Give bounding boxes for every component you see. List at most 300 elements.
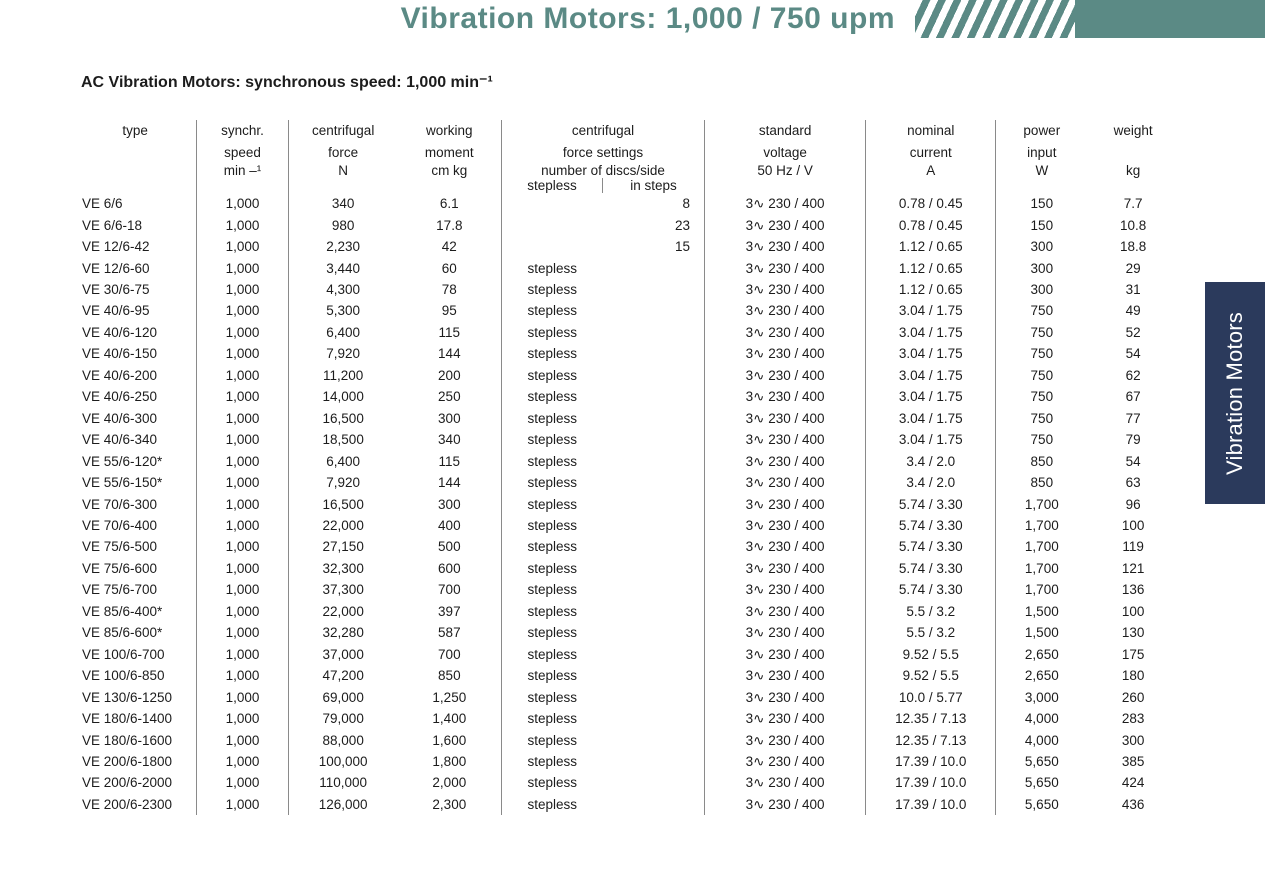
table-row bbox=[74, 730, 1179, 751]
col-header-power-input-line1: power bbox=[1023, 123, 1061, 138]
table-row bbox=[74, 794, 1179, 815]
sub-header-stepless: stepless bbox=[502, 178, 603, 193]
cell-weight: 260 bbox=[1121, 689, 1145, 705]
cell-power-input: 750 bbox=[996, 343, 1088, 364]
cell-nominal-current: 5.74 / 3.30 bbox=[866, 558, 996, 579]
cell-nominal-current: 3.4 / 2.0 bbox=[866, 451, 996, 472]
cell-working-moment: 115 bbox=[438, 453, 461, 469]
cell-nominal-current: 3.04 / 1.75 bbox=[866, 408, 996, 429]
cell-in-steps bbox=[603, 258, 705, 279]
cell-centrifugal-force: 22,000 bbox=[288, 515, 397, 536]
col-header-cf-settings-line2: force settings bbox=[562, 144, 644, 160]
table-row bbox=[74, 343, 1179, 364]
cell-centrifugal-force: 980 bbox=[288, 215, 397, 236]
table-row bbox=[74, 365, 1179, 386]
cell-nominal-current: 0.78 / 0.45 bbox=[866, 193, 996, 214]
cell-synchr-speed: 1,000 bbox=[197, 708, 289, 729]
cell-power-input: 750 bbox=[996, 408, 1088, 429]
cell-power-input: 150 bbox=[996, 215, 1088, 236]
cell-in-steps bbox=[603, 408, 705, 429]
cell-working-moment: 1,400 bbox=[432, 711, 467, 727]
table-row bbox=[74, 494, 1179, 515]
cell-stepless: stepless bbox=[502, 258, 603, 279]
sub-empty-weight bbox=[1087, 178, 1179, 193]
cell-weight: 54 bbox=[1125, 346, 1141, 362]
col-header-centrifugal-force-line2: force bbox=[328, 144, 359, 160]
cell-power-input: 4,000 bbox=[996, 708, 1088, 729]
cell-working-moment: 1,250 bbox=[432, 689, 467, 705]
cell-weight: 436 bbox=[1121, 796, 1145, 812]
cell-nominal-current: 12.35 / 7.13 bbox=[866, 730, 996, 751]
cell-standard-voltage: 3∿ 230 / 400 bbox=[704, 193, 865, 214]
cell-weight: 77 bbox=[1125, 410, 1141, 426]
cell-standard-voltage: 3∿ 230 / 400 bbox=[704, 408, 865, 429]
cell-working-moment: 115 bbox=[438, 324, 461, 340]
cell-power-input: 1,700 bbox=[996, 515, 1088, 536]
cell-working-moment: 200 bbox=[438, 367, 461, 383]
cell-nominal-current: 5.5 / 3.2 bbox=[866, 601, 996, 622]
cell-stepless: stepless bbox=[502, 601, 603, 622]
cell-stepless: stepless bbox=[502, 343, 603, 364]
cell-weight: 175 bbox=[1121, 646, 1145, 662]
cell-synchr-speed: 1,000 bbox=[197, 558, 289, 579]
unit-working-moment: cm kg bbox=[431, 163, 468, 179]
cell-type: VE 30/6-75 bbox=[82, 282, 150, 297]
cell-power-input: 1,700 bbox=[996, 579, 1088, 600]
cell-stepless: stepless bbox=[502, 794, 603, 815]
cell-weight: 100 bbox=[1121, 603, 1145, 619]
cell-in-steps: 15 bbox=[674, 239, 690, 255]
cell-weight: 52 bbox=[1125, 324, 1141, 340]
cell-standard-voltage: 3∿ 230 / 400 bbox=[704, 794, 865, 815]
table-row bbox=[74, 279, 1179, 300]
cell-synchr-speed: 1,000 bbox=[197, 343, 289, 364]
col-header-centrifugal-force-settings bbox=[502, 120, 705, 163]
cell-stepless: stepless bbox=[502, 494, 603, 515]
table-row bbox=[74, 751, 1179, 772]
diagonal-stripes-icon bbox=[915, 0, 1075, 38]
sub-empty-current bbox=[866, 178, 996, 193]
col-header-working-moment-line2: moment bbox=[424, 144, 474, 160]
cell-standard-voltage: 3∿ 230 / 400 bbox=[704, 687, 865, 708]
sub-empty-speed bbox=[197, 178, 289, 193]
cell-type: VE 75/6-600 bbox=[82, 560, 158, 576]
cell-nominal-current: 5.74 / 3.30 bbox=[866, 536, 996, 557]
section-subtitle: AC Vibration Motors: synchronous speed: 1,000 min⁻¹ bbox=[81, 74, 493, 91]
cell-working-moment: 144 bbox=[438, 346, 461, 362]
cell-nominal-current: 10.0 / 5.77 bbox=[866, 687, 996, 708]
cell-power-input: 4,000 bbox=[996, 730, 1088, 751]
cell-in-steps bbox=[603, 300, 705, 321]
cell-synchr-speed: 1,000 bbox=[197, 687, 289, 708]
table-row bbox=[74, 644, 1179, 665]
cell-type: VE 40/6-120 bbox=[82, 324, 158, 340]
cell-working-moment: 144 bbox=[438, 475, 461, 491]
table-row bbox=[74, 258, 1179, 279]
cell-centrifugal-force: 79,000 bbox=[288, 708, 397, 729]
cell-in-steps bbox=[603, 451, 705, 472]
col-header-cf-settings-line1: centrifugal bbox=[571, 123, 635, 138]
cell-power-input: 750 bbox=[996, 429, 1088, 450]
col-header-nominal-current-line2: current bbox=[909, 144, 952, 160]
cell-in-steps bbox=[603, 429, 705, 450]
cell-centrifugal-force: 69,000 bbox=[288, 687, 397, 708]
cell-working-moment: 60 bbox=[441, 260, 457, 276]
cell-power-input: 750 bbox=[996, 322, 1088, 343]
cell-weight: 96 bbox=[1125, 496, 1141, 512]
cell-type: VE 180/6-1400 bbox=[82, 711, 173, 727]
cell-standard-voltage: 3∿ 230 / 400 bbox=[704, 494, 865, 515]
unit-centrifugal-force: N bbox=[288, 163, 397, 178]
cell-centrifugal-force: 340 bbox=[288, 193, 397, 214]
page-header bbox=[0, 0, 1265, 38]
cell-working-moment: 95 bbox=[441, 303, 457, 319]
cell-nominal-current: 1.12 / 0.65 bbox=[866, 236, 996, 257]
cell-weight: 10.8 bbox=[1120, 217, 1147, 233]
cell-standard-voltage: 3∿ 230 / 400 bbox=[704, 472, 865, 493]
cell-weight: 54 bbox=[1125, 453, 1141, 469]
cell-power-input: 2,650 bbox=[996, 644, 1088, 665]
col-header-centrifugal-force-line1: centrifugal bbox=[312, 123, 375, 138]
cell-nominal-current: 9.52 / 5.5 bbox=[866, 665, 996, 686]
cell-working-moment: 78 bbox=[441, 282, 457, 297]
cell-in-steps bbox=[603, 708, 705, 729]
cell-centrifugal-force: 18,500 bbox=[288, 429, 397, 450]
cell-power-input: 1,700 bbox=[996, 558, 1088, 579]
cell-power-input: 750 bbox=[996, 300, 1088, 321]
cell-stepless: stepless bbox=[502, 665, 603, 686]
cell-in-steps: 8 bbox=[682, 196, 690, 212]
cell-power-input: 5,650 bbox=[996, 751, 1088, 772]
cell-type: VE 180/6-1600 bbox=[82, 732, 173, 748]
cell-working-moment: 2,300 bbox=[432, 796, 467, 812]
cell-synchr-speed: 1,000 bbox=[197, 451, 289, 472]
cell-stepless bbox=[502, 236, 603, 257]
cell-synchr-speed: 1,000 bbox=[197, 429, 289, 450]
cell-power-input: 1,700 bbox=[996, 494, 1088, 515]
cell-in-steps bbox=[603, 772, 705, 793]
col-header-synchr-speed-line2: speed bbox=[224, 144, 261, 160]
table-row bbox=[74, 429, 1179, 450]
cell-standard-voltage: 3∿ 230 / 400 bbox=[704, 258, 865, 279]
cell-standard-voltage: 3∿ 230 / 400 bbox=[704, 365, 865, 386]
cell-centrifugal-force: 27,150 bbox=[288, 536, 397, 557]
cell-synchr-speed: 1,000 bbox=[197, 644, 289, 665]
cell-type: VE 75/6-500 bbox=[82, 539, 158, 555]
cell-weight: 119 bbox=[1122, 539, 1144, 555]
cell-stepless: stepless bbox=[502, 644, 603, 665]
cell-in-steps bbox=[603, 343, 705, 364]
cell-centrifugal-force: 7,920 bbox=[288, 472, 397, 493]
cell-centrifugal-force: 100,000 bbox=[288, 751, 397, 772]
cell-type: VE 70/6-300 bbox=[82, 496, 158, 512]
cell-in-steps bbox=[603, 386, 705, 407]
sub-empty-voltage bbox=[704, 178, 865, 193]
cell-working-moment: 850 bbox=[438, 668, 461, 684]
cell-standard-voltage: 3∿ 230 / 400 bbox=[704, 429, 865, 450]
cell-stepless bbox=[502, 215, 603, 236]
cell-synchr-speed: 1,000 bbox=[197, 365, 289, 386]
cell-in-steps bbox=[603, 279, 705, 300]
cell-in-steps bbox=[603, 601, 705, 622]
cell-type: VE 55/6-150* bbox=[82, 475, 163, 491]
cell-standard-voltage: 3∿ 230 / 400 bbox=[704, 236, 865, 257]
cell-centrifugal-force: 5,300 bbox=[288, 300, 397, 321]
col-header-weight bbox=[1087, 120, 1179, 163]
sub-header-in-steps: in steps bbox=[603, 178, 705, 193]
cell-working-moment: 300 bbox=[438, 410, 461, 426]
cell-centrifugal-force: 22,000 bbox=[288, 601, 397, 622]
table-row bbox=[74, 408, 1179, 429]
cell-in-steps bbox=[603, 687, 705, 708]
cell-weight: 100 bbox=[1121, 517, 1145, 533]
cell-in-steps bbox=[603, 322, 705, 343]
spec-table-container bbox=[74, 120, 1189, 815]
cell-nominal-current: 5.74 / 3.30 bbox=[866, 515, 996, 536]
cell-working-moment: 6.1 bbox=[439, 196, 459, 212]
cell-type: VE 40/6-200 bbox=[82, 367, 158, 383]
cell-weight: 7.7 bbox=[1123, 196, 1143, 212]
header-stripe-decoration bbox=[915, 0, 1265, 38]
cell-stepless: stepless bbox=[502, 429, 603, 450]
col-header-working-moment-line1: working bbox=[426, 123, 473, 138]
cell-weight: 63 bbox=[1125, 475, 1141, 491]
table-row bbox=[74, 386, 1179, 407]
cell-type: VE 100/6-700 bbox=[82, 646, 165, 662]
cell-synchr-speed: 1,000 bbox=[197, 193, 289, 214]
col-header-standard-voltage-line1: standard bbox=[758, 123, 812, 138]
table-header-row-sub bbox=[74, 178, 1179, 193]
cell-synchr-speed: 1,000 bbox=[197, 794, 289, 815]
section-tab-vibration-motors[interactable] bbox=[1205, 282, 1265, 504]
cell-type: VE 40/6-250 bbox=[82, 389, 158, 405]
sub-empty-type bbox=[74, 178, 197, 193]
cell-centrifugal-force: 11,200 bbox=[288, 365, 397, 386]
cell-nominal-current: 3.04 / 1.75 bbox=[866, 322, 996, 343]
cell-centrifugal-force: 16,500 bbox=[288, 408, 397, 429]
table-row bbox=[74, 772, 1179, 793]
cell-weight: 283 bbox=[1121, 711, 1145, 727]
cell-synchr-speed: 1,000 bbox=[197, 322, 289, 343]
cell-stepless: stepless bbox=[502, 386, 603, 407]
cell-nominal-current: 5.5 / 3.2 bbox=[866, 622, 996, 643]
cell-stepless: stepless bbox=[502, 730, 603, 751]
cell-in-steps bbox=[603, 536, 705, 557]
cell-centrifugal-force: 47,200 bbox=[288, 665, 397, 686]
cell-working-moment: 300 bbox=[438, 496, 461, 512]
cell-nominal-current: 1.12 / 0.65 bbox=[866, 258, 996, 279]
col-header-standard-voltage-line2: voltage bbox=[763, 144, 807, 160]
cell-stepless: stepless bbox=[502, 279, 603, 300]
cell-synchr-speed: 1,000 bbox=[197, 730, 289, 751]
cell-type: VE 12/6-60 bbox=[82, 260, 150, 276]
cell-power-input: 750 bbox=[996, 386, 1088, 407]
cell-standard-voltage: 3∿ 230 / 400 bbox=[704, 772, 865, 793]
cell-centrifugal-force: 126,000 bbox=[288, 794, 397, 815]
cell-weight: 130 bbox=[1121, 625, 1145, 641]
cell-type: VE 40/6-95 bbox=[82, 303, 150, 319]
cell-type: VE 55/6-120* bbox=[82, 453, 163, 469]
cell-synchr-speed: 1,000 bbox=[197, 515, 289, 536]
cell-in-steps bbox=[603, 622, 705, 643]
cell-standard-voltage: 3∿ 230 / 400 bbox=[704, 322, 865, 343]
sub-empty-moment bbox=[398, 178, 502, 193]
cell-working-moment: 1,800 bbox=[432, 753, 467, 769]
cell-synchr-speed: 1,000 bbox=[197, 236, 289, 257]
cell-synchr-speed: 1,000 bbox=[197, 494, 289, 515]
cell-type: VE 40/6-300 bbox=[82, 410, 158, 426]
table-header bbox=[74, 120, 1179, 193]
unit-synchr-speed: min –¹ bbox=[197, 163, 289, 178]
col-header-synchr-speed bbox=[197, 120, 289, 163]
cell-nominal-current: 1.12 / 0.65 bbox=[866, 279, 996, 300]
cell-weight: 79 bbox=[1125, 432, 1141, 448]
cell-working-moment: 250 bbox=[438, 389, 461, 405]
cell-centrifugal-force: 32,280 bbox=[288, 622, 397, 643]
table-row bbox=[74, 536, 1179, 557]
cell-centrifugal-force: 3,440 bbox=[288, 258, 397, 279]
cell-working-moment: 340 bbox=[438, 432, 461, 448]
cell-power-input: 3,000 bbox=[996, 687, 1088, 708]
cell-working-moment: 700 bbox=[438, 582, 461, 598]
cell-power-input: 850 bbox=[996, 472, 1088, 493]
cell-in-steps bbox=[603, 665, 705, 686]
cell-centrifugal-force: 110,000 bbox=[288, 772, 397, 793]
table-row bbox=[74, 601, 1179, 622]
sub-empty-power bbox=[996, 178, 1088, 193]
cell-working-moment: 587 bbox=[438, 625, 461, 641]
table-row bbox=[74, 215, 1179, 236]
unit-power-input: W bbox=[996, 163, 1088, 178]
cell-standard-voltage: 3∿ 230 / 400 bbox=[704, 300, 865, 321]
cell-standard-voltage: 3∿ 230 / 400 bbox=[704, 579, 865, 600]
cell-synchr-speed: 1,000 bbox=[197, 751, 289, 772]
cell-in-steps bbox=[603, 515, 705, 536]
cell-standard-voltage: 3∿ 230 / 400 bbox=[704, 601, 865, 622]
cell-synchr-speed: 1,000 bbox=[197, 279, 289, 300]
cell-stepless: stepless bbox=[502, 687, 603, 708]
cell-weight: 62 bbox=[1125, 367, 1141, 383]
page-title: Vibration Motors: 1,000 / 750 upm bbox=[400, 2, 895, 35]
cell-power-input: 5,650 bbox=[996, 772, 1088, 793]
cell-nominal-current: 3.04 / 1.75 bbox=[866, 429, 996, 450]
table-row bbox=[74, 708, 1179, 729]
cell-nominal-current: 3.04 / 1.75 bbox=[866, 365, 996, 386]
cell-centrifugal-force: 88,000 bbox=[288, 730, 397, 751]
cell-in-steps bbox=[603, 472, 705, 493]
cell-standard-voltage: 3∿ 230 / 400 bbox=[704, 215, 865, 236]
cell-stepless: stepless bbox=[502, 472, 603, 493]
cell-type: VE 85/6-600* bbox=[82, 625, 163, 641]
unit-weight: kg bbox=[1126, 163, 1141, 179]
cell-stepless: stepless bbox=[502, 536, 603, 557]
col-header-type-line1: type bbox=[122, 123, 148, 138]
cell-working-moment: 397 bbox=[438, 603, 461, 619]
cell-working-moment: 600 bbox=[438, 560, 461, 576]
cell-power-input: 300 bbox=[996, 236, 1088, 257]
cell-synchr-speed: 1,000 bbox=[197, 536, 289, 557]
col-header-power-input-line2: input bbox=[1027, 144, 1057, 160]
cell-synchr-speed: 1,000 bbox=[197, 408, 289, 429]
cell-working-moment: 17.8 bbox=[436, 217, 463, 233]
cell-weight: 121 bbox=[1121, 560, 1145, 576]
cell-nominal-current: 17.39 / 10.0 bbox=[866, 794, 996, 815]
cell-synchr-speed: 1,000 bbox=[197, 215, 289, 236]
col-header-working-moment bbox=[398, 120, 502, 163]
col-header-nominal-current bbox=[866, 120, 996, 163]
cell-nominal-current: 5.74 / 3.30 bbox=[866, 579, 996, 600]
cell-stepless: stepless bbox=[502, 708, 603, 729]
cell-synchr-speed: 1,000 bbox=[197, 258, 289, 279]
table-header-row-units bbox=[74, 163, 1179, 178]
cell-centrifugal-force: 7,920 bbox=[288, 343, 397, 364]
cell-standard-voltage: 3∿ 230 / 400 bbox=[704, 751, 865, 772]
cell-type: VE 200/6-2000 bbox=[82, 775, 173, 791]
cell-centrifugal-force: 6,400 bbox=[288, 322, 397, 343]
vibration-motor-spec-table bbox=[74, 120, 1179, 815]
cell-centrifugal-force: 37,300 bbox=[288, 579, 397, 600]
cell-in-steps bbox=[603, 794, 705, 815]
cell-synchr-speed: 1,000 bbox=[197, 601, 289, 622]
cell-centrifugal-force: 16,500 bbox=[288, 494, 397, 515]
cell-nominal-current: 3.04 / 1.75 bbox=[866, 343, 996, 364]
cell-in-steps bbox=[603, 579, 705, 600]
col-header-standard-voltage bbox=[704, 120, 865, 163]
cell-stepless: stepless bbox=[502, 772, 603, 793]
cell-centrifugal-force: 32,300 bbox=[288, 558, 397, 579]
cell-in-steps bbox=[603, 751, 705, 772]
cell-synchr-speed: 1,000 bbox=[197, 579, 289, 600]
cell-in-steps bbox=[603, 644, 705, 665]
cell-in-steps bbox=[603, 558, 705, 579]
cell-weight: 180 bbox=[1121, 668, 1145, 684]
cell-power-input: 150 bbox=[996, 193, 1088, 214]
cell-power-input: 2,650 bbox=[996, 665, 1088, 686]
cell-working-moment: 400 bbox=[438, 517, 461, 533]
cell-nominal-current: 3.4 / 2.0 bbox=[866, 472, 996, 493]
table-row bbox=[74, 236, 1179, 257]
cell-weight: 18.8 bbox=[1120, 239, 1147, 255]
cell-synchr-speed: 1,000 bbox=[197, 622, 289, 643]
col-header-weight-line1: weight bbox=[1113, 123, 1153, 138]
cell-synchr-speed: 1,000 bbox=[197, 386, 289, 407]
cell-power-input: 300 bbox=[996, 258, 1088, 279]
cell-standard-voltage: 3∿ 230 / 400 bbox=[704, 536, 865, 557]
table-row bbox=[74, 687, 1179, 708]
cell-weight: 49 bbox=[1125, 303, 1141, 319]
cell-nominal-current: 17.39 / 10.0 bbox=[866, 772, 996, 793]
cell-standard-voltage: 3∿ 230 / 400 bbox=[704, 665, 865, 686]
cell-power-input: 300 bbox=[996, 279, 1088, 300]
cell-stepless: stepless bbox=[502, 451, 603, 472]
table-row bbox=[74, 451, 1179, 472]
table-row bbox=[74, 622, 1179, 643]
cell-power-input: 1,700 bbox=[996, 536, 1088, 557]
cell-synchr-speed: 1,000 bbox=[197, 300, 289, 321]
cell-weight: 136 bbox=[1121, 582, 1145, 598]
cell-centrifugal-force: 37,000 bbox=[288, 644, 397, 665]
cell-standard-voltage: 3∿ 230 / 400 bbox=[704, 515, 865, 536]
cell-stepless: stepless bbox=[502, 622, 603, 643]
cell-standard-voltage: 3∿ 230 / 400 bbox=[704, 279, 865, 300]
cell-centrifugal-force: 4,300 bbox=[288, 279, 397, 300]
cell-nominal-current: 9.52 / 5.5 bbox=[866, 644, 996, 665]
cell-type: VE 85/6-400* bbox=[82, 603, 163, 619]
cell-working-moment: 2,000 bbox=[432, 775, 467, 791]
cell-stepless: stepless bbox=[502, 751, 603, 772]
col-header-centrifugal-force bbox=[288, 120, 397, 163]
cell-stepless: stepless bbox=[502, 365, 603, 386]
